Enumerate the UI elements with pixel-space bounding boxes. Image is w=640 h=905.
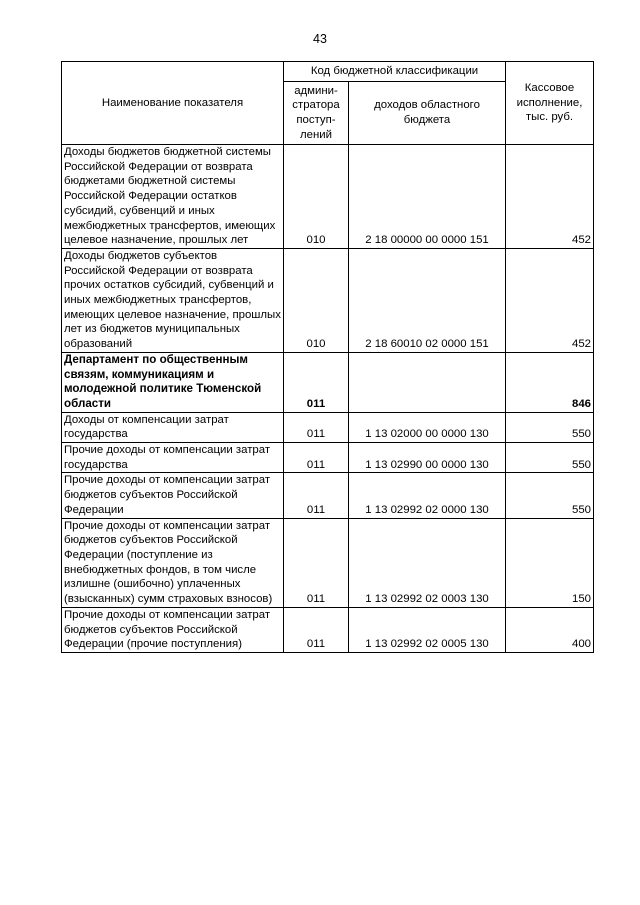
row-admin-code: 010: [284, 145, 349, 249]
row-revenue-code: 1 13 02992 02 0005 130: [349, 607, 506, 652]
page-number: 43: [313, 32, 327, 46]
row-admin-code: 010: [284, 248, 349, 352]
header-administrator: админи-стратора поступ-лений: [284, 82, 349, 145]
row-name: Прочие доходы от компенсации затрат бюджетов субъектов Российской Федерации (прочие поступления): [62, 607, 284, 652]
budget-execution-table: [61, 61, 594, 653]
row-amount: 550: [506, 473, 594, 518]
row-amount: 452: [506, 145, 594, 249]
row-admin-code: 011: [284, 443, 349, 473]
table-row: [62, 443, 594, 473]
row-admin-code: 011: [284, 518, 349, 607]
row-amount: 150: [506, 518, 594, 607]
row-revenue-code: 1 13 02990 00 0000 130: [349, 443, 506, 473]
row-name: Прочие доходы от компенсации затрат государства: [62, 443, 284, 473]
header-amount: Кассовое исполнение, тыс. руб.: [506, 62, 594, 145]
row-name: Департамент по общественным связям, коммуникациям и молодежной политике Тюменской области: [62, 352, 284, 412]
row-name: Прочие доходы от компенсации затрат бюджетов субъектов Российской Федерации (поступление из внебюджетных фондов, в том числе излишне (ошибочно) уплаченных (взысканных) сумм страховых взносов): [62, 518, 284, 607]
header-classification-group: Код бюджетной классификации: [284, 62, 506, 82]
row-name: Прочие доходы от компенсации затрат бюджетов субъектов Российской Федерации: [62, 473, 284, 518]
header-revenue-code: доходов областного бюджета: [349, 82, 506, 145]
table-row-department: [62, 352, 594, 412]
table-row: [62, 145, 594, 249]
row-amount: 550: [506, 412, 594, 442]
row-revenue-code: 1 13 02992 02 0000 130: [349, 473, 506, 518]
table-row: [62, 248, 594, 352]
row-name: Доходы от компенсации затрат государства: [62, 412, 284, 442]
row-admin-code: 011: [284, 473, 349, 518]
row-admin-code: 011: [284, 352, 349, 412]
row-amount: 846: [506, 352, 594, 412]
table-header-row: [62, 62, 594, 82]
row-amount: 400: [506, 607, 594, 652]
row-revenue-code: 1 13 02000 00 0000 130: [349, 412, 506, 442]
row-revenue-code: [349, 352, 506, 412]
row-admin-code: 011: [284, 412, 349, 442]
row-name: Доходы бюджетов субъектов Российской Федерации от возврата прочих остатков субсидий, субвенций и иных межбюджетных трансфертов, имеющих целевое назначение, прошлых лет из бюджетов муниципальных образований: [62, 248, 284, 352]
table-row: [62, 412, 594, 442]
row-revenue-code: 2 18 00000 00 0000 151: [349, 145, 506, 249]
table-row: [62, 473, 594, 518]
table-row: [62, 518, 594, 607]
header-name: Наименование показателя: [62, 62, 284, 145]
row-admin-code: 011: [284, 607, 349, 652]
row-amount: 452: [506, 248, 594, 352]
row-revenue-code: 1 13 02992 02 0003 130: [349, 518, 506, 607]
row-revenue-code: 2 18 60010 02 0000 151: [349, 248, 506, 352]
row-amount: 550: [506, 443, 594, 473]
row-name: Доходы бюджетов бюджетной системы Российской Федерации от возврата бюджетами бюджетной системы Российской Федерации остатков субсидий, субвенций и иных межбюджетных трансфертов, имеющих целевое назначение, прошлых лет: [62, 145, 284, 249]
table-row: [62, 607, 594, 652]
